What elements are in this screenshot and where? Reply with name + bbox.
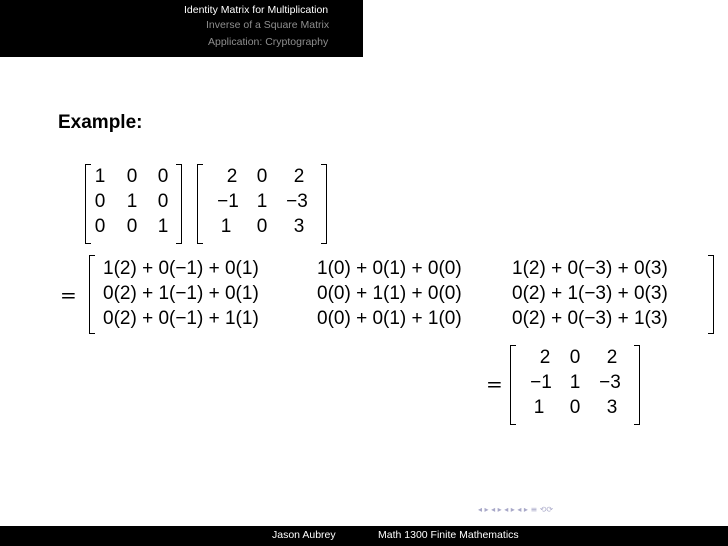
footer-course-panel [363, 526, 728, 546]
matrix-cell: −3 [599, 372, 621, 393]
equals-sign: = [60, 283, 77, 307]
matrix-cell: 1 [533, 397, 545, 418]
matrix-cell: −1 [530, 372, 552, 393]
left-bracket [89, 255, 95, 334]
expansion-cell: 1(2) + 0(−3) + 0(3) [512, 258, 668, 279]
right-bracket [634, 345, 640, 425]
header-right-panel [363, 0, 728, 57]
expansion-cell: 0(2) + 0(−3) + 1(3) [512, 308, 668, 329]
matrix-cell: 0 [157, 166, 169, 187]
footer-author: Jason Aubrey [272, 529, 336, 541]
matrix-cell: 1 [220, 216, 232, 237]
matrix-cell: 1 [256, 191, 268, 212]
matrix-cell: 0 [94, 216, 106, 237]
matrix-cell: 0 [157, 191, 169, 212]
left-bracket [197, 164, 203, 244]
matrix-cell: 1 [94, 166, 106, 187]
nav-section-identity-matrix[interactable]: Identity Matrix for Multiplication [184, 4, 329, 16]
matrix-cell: 2 [226, 166, 238, 187]
footer-author-panel [0, 526, 363, 546]
expansion-cell: 1(0) + 0(1) + 0(0) [317, 258, 462, 279]
left-bracket [85, 164, 91, 244]
nav-section-inverse-matrix[interactable]: Inverse of a Square Matrix [206, 19, 330, 31]
right-bracket [176, 164, 182, 244]
footer-course: Math 1300 Finite Mathematics [378, 529, 519, 541]
expansion-cell: 0(2) + 1(−3) + 0(3) [512, 283, 668, 304]
matrix-cell: 2 [606, 347, 618, 368]
matrix-cell: 1 [569, 372, 581, 393]
matrix-cell: 2 [539, 347, 551, 368]
expansion-cell: 0(0) + 0(1) + 1(0) [317, 308, 462, 329]
matrix-cell: 0 [126, 216, 138, 237]
matrix-cell: 1 [126, 191, 138, 212]
matrix-cell: −3 [286, 191, 308, 212]
expansion-cell: 0(2) + 1(−1) + 0(1) [103, 283, 259, 304]
matrix-cell: 1 [157, 216, 169, 237]
expansion-cell: 1(2) + 0(−1) + 0(1) [103, 258, 259, 279]
matrix-cell: 0 [256, 216, 268, 237]
matrix-cell: 0 [569, 347, 581, 368]
expansion-cell: 0(0) + 1(1) + 0(0) [317, 283, 462, 304]
right-bracket [708, 255, 714, 334]
matrix-cell: −1 [217, 191, 239, 212]
matrix-cell: 0 [569, 397, 581, 418]
matrix-cell: 0 [126, 166, 138, 187]
equals-sign: = [486, 372, 503, 396]
frame-title: Example: [58, 112, 143, 133]
matrix-cell: 0 [94, 191, 106, 212]
right-bracket [321, 164, 327, 244]
nav-section-cryptography[interactable]: Application: Cryptography [208, 36, 329, 48]
matrix-cell: 0 [256, 166, 268, 187]
left-bracket [510, 345, 516, 425]
expansion-cell: 0(2) + 0(−1) + 1(1) [103, 308, 259, 329]
matrix-cell: 3 [606, 397, 618, 418]
matrix-cell: 3 [293, 216, 305, 237]
matrix-cell: 2 [293, 166, 305, 187]
beamer-navigation-icons[interactable]: ◂ ▸ ◂ ▸ ◂ ▸ ◂ ▸ ≡ ⟲⟳ [478, 505, 554, 514]
